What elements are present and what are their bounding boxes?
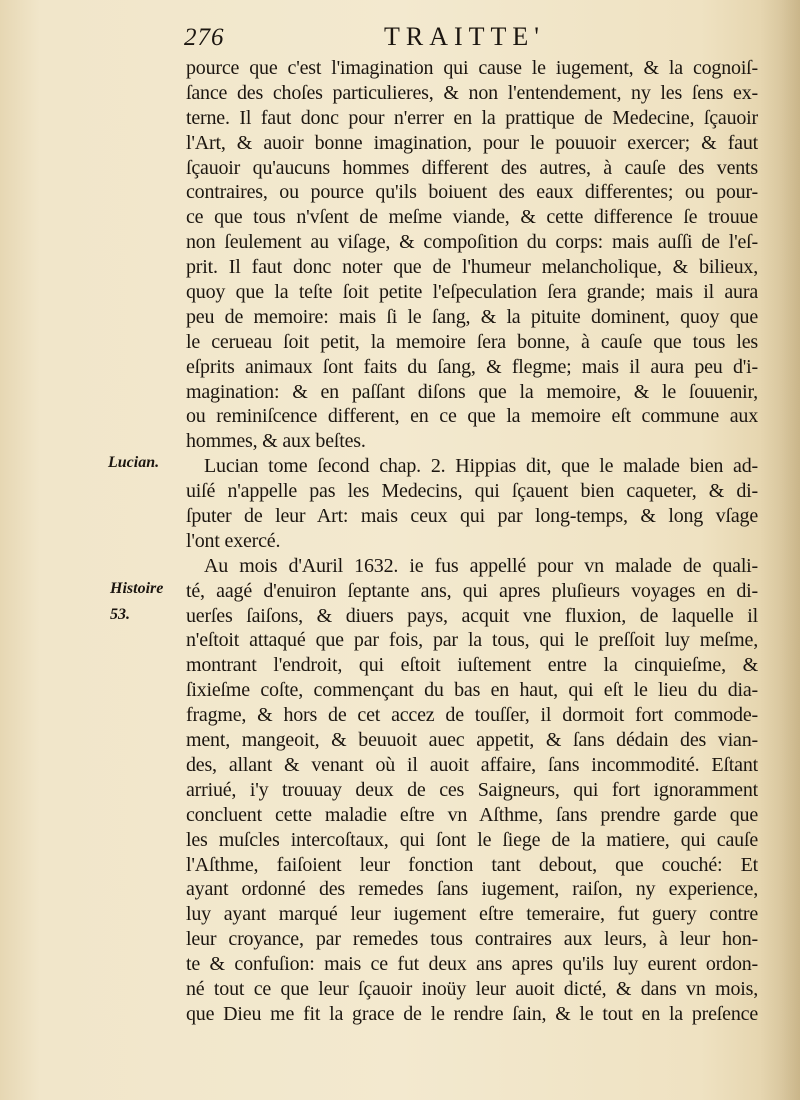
text-line: magination: & en paſſant diſons que la memoire, & le ſouuenir,	[186, 380, 758, 403]
text-line: pource que c'est l'imagination qui cause le iugement, & la cognoiſ-	[186, 57, 758, 79]
body-text	[186, 56, 758, 1027]
text-line: prit. Il faut donc noter que de l'humeur melancholique, & bilieux,	[186, 256, 758, 279]
marginal-note-histoire-label: Histoire	[110, 580, 164, 597]
text-line: fragme, & hors de cet accez de touſſer, il dormoit fort commode-	[186, 704, 758, 727]
text-line: que Dieu me fit la grace de le rendre ſain, & le tout en la preſence	[186, 1002, 758, 1025]
page-edge-shadow	[760, 0, 800, 1100]
text-line: concluent cette maladie eſtre vn Aſthme, ſans prendre garde que	[186, 803, 758, 826]
text-line: eſprits animaux ſont faits du ſang, & flegme; mais il aura peu d'i-	[186, 355, 758, 378]
text-line: les muſcles intercoſtaux, qui ſont le ſiege de la matiere, qui cauſe	[186, 828, 758, 851]
text-line: ſance des choſes particulieres, & non l'entendement, ny les ſens ex-	[186, 81, 758, 104]
text-line: non ſeulement au viſage, & compoſition du corps: mais auſſi de l'eſ-	[186, 231, 758, 254]
text-line: arriué, i'y trouuay deux de ces Saigneurs, qui fort ignoramment	[186, 778, 758, 801]
text-line: l'Art, & auoir bonne imagination, pour le pouuoir exercer; & faut	[186, 131, 758, 154]
text-line: quoy que la teſte ſoit petite l'eſpeculation ſera grande; mais il aura	[186, 281, 758, 304]
marginal-note-histoire-number: 53.	[110, 606, 130, 623]
text-line: ce que tous n'vſent de meſme viande, & cette difference ſe trouue	[186, 206, 758, 229]
text-line: l'Aſthme, faiſoient leur fonction tant debout, que couché: Et	[186, 853, 758, 876]
marginal-note-histoire	[110, 576, 163, 628]
text-line: ſixieſme coſte, commençant du bas en haut, qui eſt le lieu du dia-	[186, 679, 758, 702]
text-line: luy ayant marqué leur iugement eſtre temeraire, fut guery contre	[186, 903, 758, 926]
text-line: contraires, ou pource qu'ils boiuent des eaux differentes; ou pour-	[186, 181, 758, 204]
text-line: ment, mangeoit, & beuuoit auec appetit, & ſans dédain des vian-	[186, 729, 758, 752]
text-line: né tout ce que leur ſçauoir inoüy leur auoit dicté, & dans vn mois,	[186, 977, 758, 1000]
page-header	[0, 18, 800, 54]
text-line: l'ont exercé.	[186, 529, 281, 552]
text-line: uiſé n'appelle pas les Medecins, qui ſçauent bien caqueter, & di-	[186, 480, 758, 503]
text-line: ayant ordonné des remedes ſans iugement, raiſon, ny experience,	[186, 878, 758, 901]
text-line: terne. Il faut donc pour n'errer en la prattique de Medecine, ſçauoir	[186, 106, 758, 129]
text-line: Lucian tome ſecond chap. 2. Hippias dit, que le malade bien ad-	[204, 455, 758, 478]
text-line: peu de memoire: mais ſi le ſang, & la pituite dominent, quoy que	[186, 305, 758, 328]
text-line: le cerueau ſoit petit, la memoire ſera bonne, à cauſe que tous les	[186, 330, 758, 353]
text-line: ſçauoir qu'aucuns hommes different des autres, à cauſe des vents	[186, 156, 758, 179]
text-line: Au mois d'Auril 1632. ie fus appellé pour vn malade de quali-	[204, 554, 758, 577]
text-line: hommes, & aux beſtes.	[186, 430, 366, 453]
page-number: 276	[184, 24, 225, 51]
text-line: té, aagé d'enuiron ſeptante ans, qui apres pluſieurs voyages en di-	[186, 579, 758, 602]
text-line: ou reminiſcence different, en ce que la memoire eſt commune aux	[186, 405, 758, 428]
text-line: ſputer de leur Art: mais ceux qui par long-temps, & long vſage	[186, 505, 758, 528]
text-line: leur croyance, par remedes tous contraires aux leurs, à leur hon-	[186, 928, 758, 951]
text-line: te & confuſion: mais ce fut deux ans apres qu'ils luy eurent ordon-	[186, 953, 758, 976]
running-title: TRAITTE'	[384, 22, 545, 51]
marginal-note-lucian: Lucian.	[108, 454, 160, 471]
text-line: n'eſtoit attaqué que par fois, par la tous, qui le preſſoit luy meſme,	[186, 629, 758, 652]
text-line: montrant l'endroit, qui eſtoit iuſtement entre la cinquieſme, &	[186, 654, 758, 677]
text-line: des, allant & venant où il auoit affaire, ſans incommodité. Eſtant	[186, 753, 758, 776]
text-line: uerſes ſaiſons, & diuers pays, acquit vne fluxion, de laquelle il	[186, 604, 758, 627]
